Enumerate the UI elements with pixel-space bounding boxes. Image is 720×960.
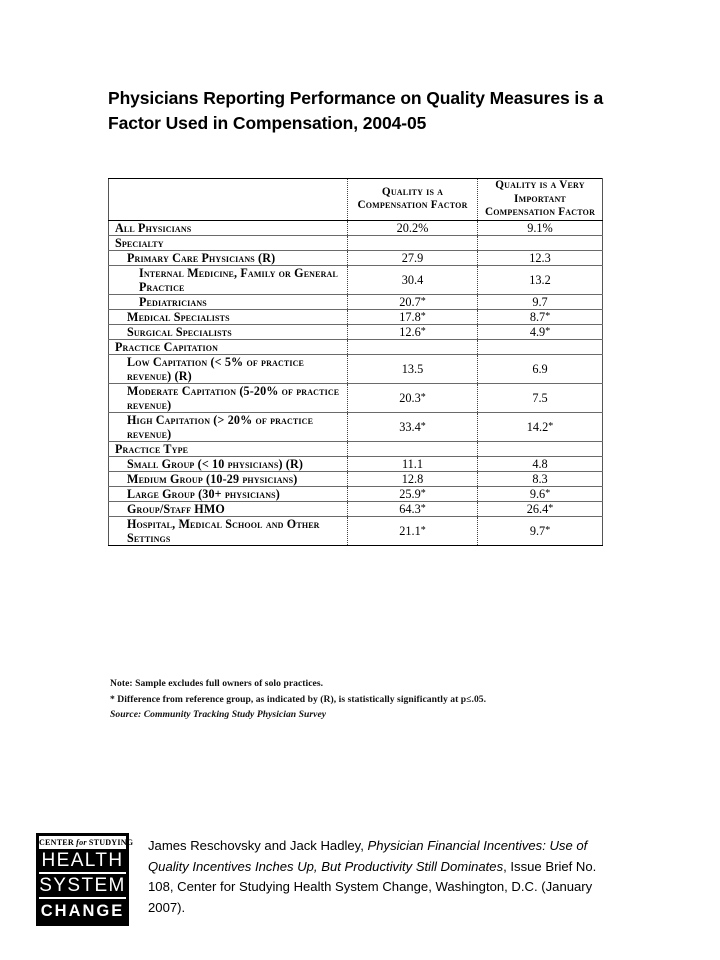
cell-very-important-factor: 6.9: [478, 354, 603, 383]
significance-asterisk: *: [545, 487, 551, 499]
cell-compensation-factor: 64.3*: [348, 501, 478, 516]
cell-very-important-factor: 9.7*: [478, 516, 603, 545]
row-label: Large Group (30+ physicians): [109, 486, 348, 501]
logo-inner: [39, 836, 134, 923]
table-row: [109, 516, 603, 545]
row-label: All Physicians: [115, 220, 192, 235]
table-row: [109, 501, 603, 516]
table-section-row: [109, 235, 603, 250]
cell-compensation-factor: 13.5: [348, 354, 478, 383]
significance-asterisk: *: [420, 487, 426, 499]
row-label: Primary Care Physicians (R): [109, 250, 348, 265]
cell-very-important-factor: 13.2: [478, 265, 603, 294]
table-row: [109, 324, 603, 339]
column-header-compensation-factor: Quality is a Compensation Factor: [348, 179, 478, 221]
cell-very-important-factor: 9.7: [478, 294, 603, 309]
logo-tagline-post: STUDYING: [88, 838, 134, 847]
cell-very-important-factor: 7.5: [478, 383, 603, 412]
cell-compensation-factor: 20.3*: [348, 383, 478, 412]
table-section-row: [109, 441, 603, 456]
table-section-row: [109, 339, 603, 354]
cell-compensation-factor: [348, 339, 478, 354]
cell-compensation-factor: 21.1*: [348, 516, 478, 545]
cell-compensation-factor: 30.4: [348, 265, 478, 294]
cell-compensation-factor: 20.7*: [348, 294, 478, 309]
cell-compensation-factor: 33.4*: [348, 412, 478, 441]
cell-compensation-factor: 20.2%: [348, 220, 478, 235]
significance-asterisk: *: [420, 295, 426, 307]
row-label: Small Group (< 10 physicians) (R): [109, 456, 348, 471]
cell-very-important-factor: 9.1%: [478, 220, 603, 235]
table-footnotes: [110, 676, 580, 723]
row-label: Hospital, Medical School and Other Settings: [109, 516, 348, 545]
cell-very-important-factor: 8.7*: [478, 309, 603, 324]
row-label: Pediatricians: [109, 294, 348, 309]
table-header-row: [109, 179, 603, 221]
logo-tagline-pre: CENTER: [39, 838, 74, 847]
table-row: [109, 354, 603, 383]
footnote-significance: * Difference from reference group, as indicated by (R), is statistically significantly at p≤.05.: [110, 693, 487, 705]
row-label: Moderate Capitation (5-20% of practice revenue): [109, 383, 348, 412]
row-label: Low Capitation (< 5% of practice revenue) (R): [109, 354, 348, 383]
significance-asterisk: *: [545, 524, 551, 536]
cell-compensation-factor: [348, 235, 478, 250]
footnote-note: Note: Sample excludes full owners of solo practices.: [110, 678, 324, 689]
significance-asterisk: *: [420, 420, 426, 432]
footnote-source: Source: Community Tracking Study Physician Survey: [110, 709, 327, 720]
table-row: [109, 265, 603, 294]
table-row: [109, 309, 603, 324]
table-row: [109, 294, 603, 309]
citation-authors: James Reschovsky and Jack Hadley,: [148, 838, 368, 853]
table-row: [109, 456, 603, 471]
table-row: [109, 250, 603, 265]
cell-compensation-factor: 12.6*: [348, 324, 478, 339]
logo-word-health: HEALTH: [39, 849, 126, 874]
cell-very-important-factor: 8.3: [478, 471, 603, 486]
significance-asterisk: *: [420, 502, 426, 514]
row-label: Medical Specialists: [109, 309, 348, 324]
cell-compensation-factor: 12.8: [348, 471, 478, 486]
table-body: [109, 220, 603, 545]
citation-publication: , Issue Brief No. 108, Center for Studying Health System Change, Washington, D.C. (January 2007).: [148, 858, 597, 915]
cell-very-important-factor: [478, 441, 603, 456]
cell-compensation-factor: 17.8*: [348, 309, 478, 324]
cell-very-important-factor: [478, 339, 603, 354]
cell-compensation-factor: 25.9*: [348, 486, 478, 501]
row-label: Practice Capitation: [109, 339, 348, 354]
significance-asterisk: *: [420, 391, 426, 403]
page-title: Physicians Reporting Performance on Quality Measures is a Factor Used in Compensation, 2004-05: [108, 88, 604, 133]
cell-very-important-factor: 14.2*: [478, 412, 603, 441]
row-label: Practice Type: [109, 441, 348, 456]
significance-asterisk: *: [545, 325, 551, 337]
significance-asterisk: *: [548, 502, 554, 514]
row-label: High Capitation (> 20% of practice revenue): [109, 412, 348, 441]
table-row: [109, 471, 603, 486]
logo-tagline-italic: for: [76, 838, 87, 847]
cell-very-important-factor: 4.8: [478, 456, 603, 471]
cell-very-important-factor: [478, 235, 603, 250]
row-label: Internal Medicine, Family or General Practice: [109, 265, 348, 294]
cell-compensation-factor: 11.1: [348, 456, 478, 471]
significance-asterisk: *: [548, 420, 554, 432]
hsc-logo: [36, 833, 134, 926]
cell-very-important-factor: 4.9*: [478, 324, 603, 339]
logo-word-change: CHANGE: [40, 901, 125, 920]
column-header-very-important-compensation-factor: Quality is a Very Important Compensation Factor: [478, 179, 603, 221]
column-header-label: [109, 179, 348, 221]
significance-asterisk: *: [420, 310, 426, 322]
citation-work-title: Physician Financial Incentives: Use of Quality Incentives Inches Up, But Productivity Still Dominates: [148, 838, 588, 874]
citation-text: [148, 836, 608, 918]
row-label: Group/Staff HMO: [109, 501, 348, 516]
significance-asterisk: *: [420, 524, 426, 536]
table-row: [109, 486, 603, 501]
table-row: [109, 412, 603, 441]
row-label: Medium Group (10-29 physicians): [109, 471, 348, 486]
significance-asterisk: *: [545, 310, 551, 322]
cell-very-important-factor: 26.4*: [478, 501, 603, 516]
cell-compensation-factor: 27.9: [348, 250, 478, 265]
logo-tagline: [39, 836, 134, 849]
logo-word-system: SYSTEM: [39, 874, 126, 899]
cell-compensation-factor: [348, 441, 478, 456]
data-table-container: [108, 178, 602, 546]
table-row: [109, 220, 603, 235]
cell-very-important-factor: 9.6*: [478, 486, 603, 501]
row-label: Surgical Specialists: [109, 324, 348, 339]
table-row: [109, 383, 603, 412]
row-label: Specialty: [109, 235, 348, 250]
cell-very-important-factor: 12.3: [478, 250, 603, 265]
quality-compensation-table: [108, 178, 603, 546]
significance-asterisk: *: [420, 325, 426, 337]
